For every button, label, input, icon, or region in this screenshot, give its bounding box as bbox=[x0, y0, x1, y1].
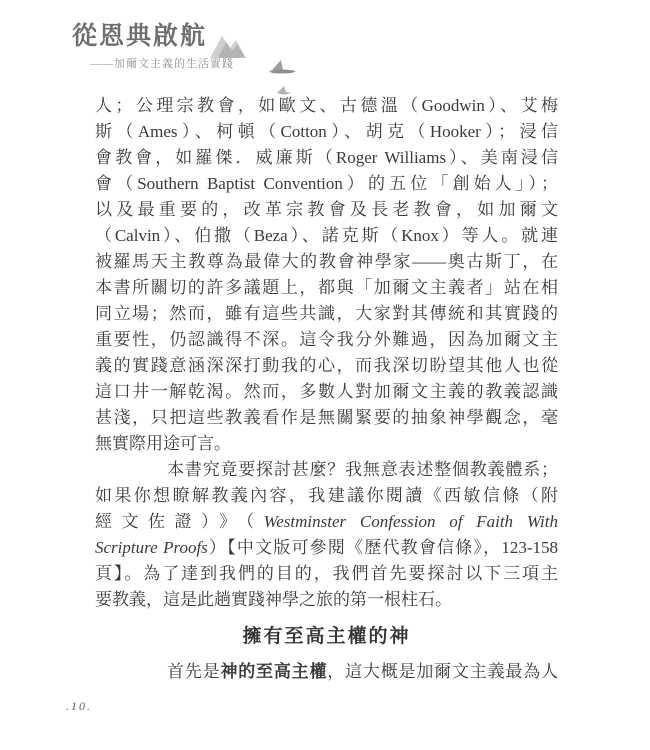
text-line: 無實際用途可言。 bbox=[95, 434, 231, 453]
italic-text: Westminster Confession of Faith With bbox=[263, 512, 558, 531]
book-header bbox=[72, 22, 312, 71]
section-heading: 擁有至高主權的神 bbox=[242, 626, 411, 647]
text-line: 人；公理宗教會，如歐文、古德溫（Goodwin）、艾梅 bbox=[95, 96, 558, 115]
text-line: 要教義，這是此趟實踐神學之旅的第一根柱石。 bbox=[95, 590, 452, 609]
text-line: 被羅馬天主教尊為最偉大的教會神學家——奧古斯丁，在 bbox=[95, 252, 558, 271]
italic-text: Scripture Proofs bbox=[95, 538, 208, 557]
text-line: 會教會，如羅傑．威廉斯（Roger Williams）、美南浸信 bbox=[95, 148, 558, 167]
text-line: 以及最重要的，改革宗教會及長老教會，如加爾文 bbox=[95, 200, 558, 219]
paragraph-3 bbox=[95, 659, 558, 685]
text-line: 重要性，仍認識得不深。這令我分外難過，因為加爾文主 bbox=[95, 330, 558, 349]
text-segment: 經文佐證）》（ bbox=[95, 512, 264, 531]
text-line: 頁】。為了達到我們的目的，我們首先要探討以下三項主 bbox=[95, 564, 558, 583]
text-line: 如果你想瞭解教義內容，我建議你閱讀《西敏信條（附 bbox=[95, 486, 558, 505]
page-number: .10. bbox=[66, 699, 92, 713]
text-line: 會（Southern Baptist Convention）的五位「創始人」）； bbox=[95, 174, 558, 193]
text-line: 本書所關切的許多議題上，都與「加爾文主義者」站在相 bbox=[95, 278, 558, 297]
text-line bbox=[95, 509, 558, 535]
boat-bird-icon bbox=[268, 58, 298, 74]
text-line: 本書究竟要探討甚麼？我無意表述整個教義體系； bbox=[167, 460, 558, 479]
text-line bbox=[95, 659, 558, 685]
text-segment: ，這大概是加爾文主義最為人 bbox=[327, 662, 558, 681]
text-line: （Calvin）、伯撒（Beza）、諾克斯（Knox）等人。就連 bbox=[95, 226, 558, 245]
text-line: 斯（Ames）、柯頓（Cotton）、胡克（Hooker）；浸信 bbox=[95, 122, 558, 141]
text-segment: ）【中文版可參閱《歷代教會信條》，123-158 bbox=[207, 538, 558, 557]
page-body bbox=[95, 93, 558, 685]
text-line: 甚淺，只把這些教義看作是無關緊要的抽象神學觀念，毫 bbox=[95, 408, 558, 427]
book-subtitle: ——加爾文主義的生活實踐 bbox=[90, 58, 234, 70]
bold-text: 神的至高主權 bbox=[220, 662, 328, 681]
mountain-sketch-icon bbox=[202, 32, 248, 60]
text-line bbox=[95, 535, 558, 561]
page-footer bbox=[66, 697, 92, 715]
text-line: 這口井一解乾渴。然而，多數人對加爾文主義的教義認識 bbox=[95, 382, 558, 401]
book-title: 從恩典啟航 bbox=[72, 23, 208, 50]
paragraph-1 bbox=[95, 93, 558, 457]
text-segment: 首先是 bbox=[167, 662, 221, 681]
text-line: 同立場；然而，雖有這些共識，大家對其傳統和其實踐的 bbox=[95, 304, 558, 323]
text-line: 義的實踐意涵深深打動我的心，而我深切盼望其他人也從 bbox=[95, 356, 558, 375]
paragraph-2 bbox=[95, 457, 558, 613]
